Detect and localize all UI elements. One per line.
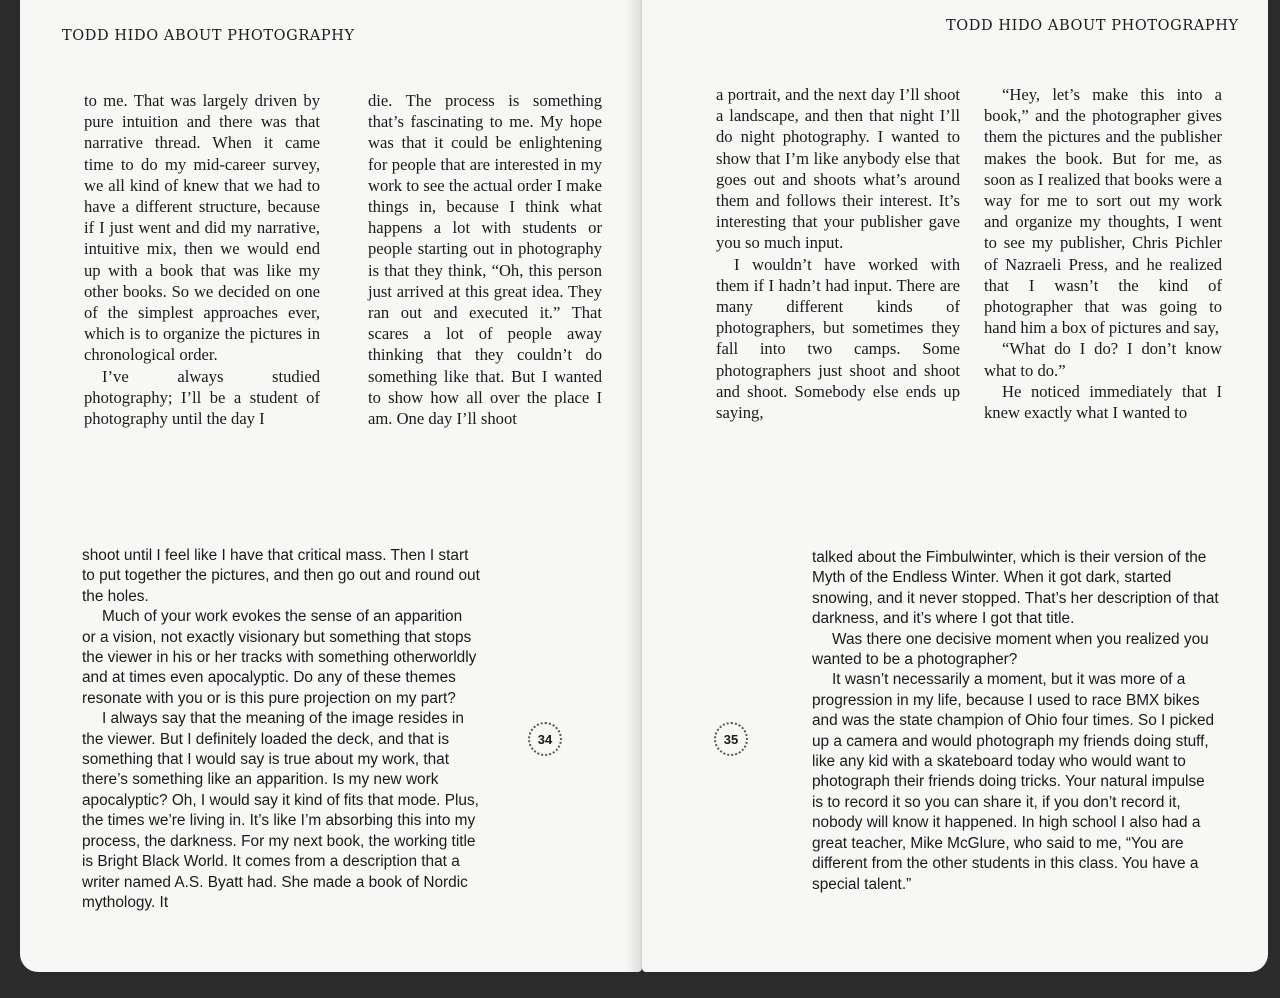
left-lower-text: [82, 546, 480, 913]
paragraph: “What do I do? I don’t know what to do.”: [984, 339, 1222, 380]
left-column-1: [84, 90, 320, 429]
paragraph: shoot until I feel like I have that critical mass. Then I start to put together the pictures, and then go out and round out the holes.: [82, 547, 480, 605]
page-number: 35: [714, 722, 748, 756]
right-lower-text: [812, 548, 1220, 895]
paragraph: I wouldn’t have worked with them if I hadn’t had input. There are many different kinds of photographers, but sometimes they fall into two camps. Some photographers just shoot and shoot and shoot. Somebody else ends up saying,: [716, 254, 960, 423]
left-running-head: TODD HIDO ABOUT PHOTOGRAPHY: [62, 28, 355, 44]
question-paragraph: Was there one decisive moment when you realized you wanted to be a photographer?: [812, 630, 1209, 669]
right-column-1: [716, 84, 960, 423]
paragraph: I’ve always studied photography; I’ll be a student of photography until the day I: [84, 366, 320, 429]
right-running-head: TODD HIDO ABOUT PHOTOGRAPHY: [946, 18, 1239, 34]
question-paragraph: Much of your work evokes the sense of an apparition or a vision, not exactly visionary but something that stops the viewer in his or her tracks with something otherworldly and at times even apocalyptic. Do any of these themes resonate with you or is this pure projection on my part?: [82, 608, 477, 707]
paragraph: die. The process is something that’s fascinating to me. My hope was that it could be enlightening for people that are interested in my work to see the actual order I make things in, because I think what happens a lot with students or people starting out in photography is that they think, “Oh, this person just arrived at this great idea. They ran out and executed it.” That scares a lot of people away thinking that they couldn’t do something like that. But I wanted to show how all over the place I am. One day I’ll shoot: [368, 91, 602, 429]
paragraph: talked about the Fimbulwinter, which is their version of the Myth of the Endless Winter. When it got dark, started snowing, and it never stopped. That’s her description of that darkness, and it’s where I got that title.: [812, 549, 1219, 628]
answer-paragraph: It wasn’t necessarily a moment, but it was more of a progression in my life, because I used to race BMX bikes and was the state champion of Ohio four times. So I picked up a camera and would photograph my friends doing stuff, like any kid with a skateboard today who would want to photograph their friends doing tricks. Your natural impulse is to record it so you can share it, if you don’t record it, nobody will know it happened. In high school I also had a great teacher, Mike McGlure, who said to me, “You are different from the other students in this class. You have a special talent.”: [812, 671, 1215, 893]
right-page: [642, 0, 1268, 972]
left-page: [20, 0, 642, 972]
paragraph: to me. That was largely driven by pure intuition and there was that narrative thread. When it came time to do my mid-career survey, we all kind of knew that we had to have a different structure, because if I just went and did my narrative, intuitive mix, then we would end up with a book that was like my other books. So we decided on one of the simplest approaches ever, which is to organize the pictures in chronological order.: [84, 91, 320, 365]
paragraph: “Hey, let’s make this into a book,” and the photographer gives them the pictures and the publisher makes the book. But for me, as soon as I realized that books were a way for me to sort out my work and organize my thoughts, I went to see my publisher, Chris Pichler of Nazraeli Press, and he realized that I wasn’t the kind of photographer that was going to hand him a box of pictures and say,: [984, 85, 1222, 338]
answer-paragraph: I always say that the meaning of the image resides in the viewer. But I definitely loaded the deck, and that is something that I would say is true about my work, that there’s something like an apparition. Is my new work apocalyptic? Oh, I would say it kind of fits that mode. Plus, the times we’re living in. It’s like I’m absorbing this into my process, the darkness. For my next book, the working title is Bright Black World. It comes from a description that a writer named A.S. Byatt had. She made a book of Nordic mythology. It: [82, 710, 479, 911]
paragraph: He noticed immediately that I knew exactly what I wanted to: [984, 381, 1222, 423]
right-column-2: [984, 84, 1222, 423]
paragraph: a portrait, and the next day I’ll shoot a landscape, and then that night I’ll do night photography. I wanted to show that I’m like anybody else that goes out and shoots what’s around them and follows their interest. It’s interesting that your publisher gave you so much input.: [716, 85, 960, 253]
page-number: 34: [528, 722, 562, 756]
left-column-2: [368, 90, 602, 429]
